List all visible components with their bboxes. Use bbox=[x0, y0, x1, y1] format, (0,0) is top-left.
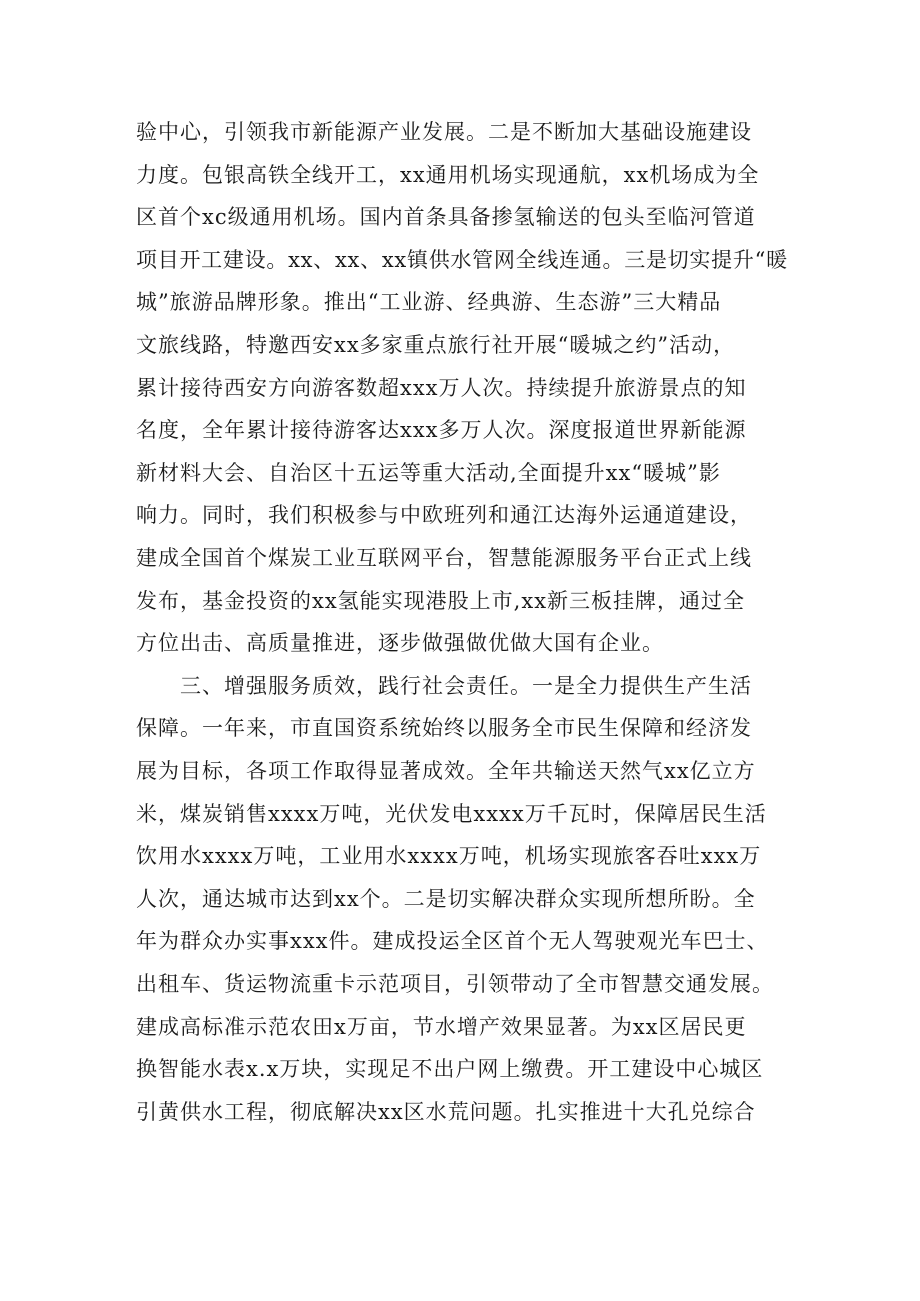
text-line: 展为目标，各项工作取得显著成效。全年共输送天然气xx亿立方 bbox=[136, 759, 756, 783]
text-line: 米，煤炭销售xxxx万吨，光伏发电xxxx万千瓦时，保障居民生活 bbox=[136, 802, 767, 826]
text-line: 项目开工建设。xx、xx、xx镇供水管网全线连通。三是切实提升“暖 bbox=[136, 248, 788, 272]
text-line: 年为群众办实事xxx件。建成投运全区首个无人驾驶观光车巴士、 bbox=[136, 929, 769, 953]
text-line: 三、增强服务质效，践行社会责任。一是全力提供生产生活 bbox=[136, 674, 752, 698]
text-line: 新材料大会、自治区十五运等重大活动,全面提升xx“暖城”影 bbox=[136, 461, 721, 485]
text-line: 发布，基金投资的xx氢能实现港股上市,xx新三板挂牌，通过全 bbox=[136, 589, 746, 613]
text-line: 城”旅游品牌形象。推出“工业游、经典游、生态游”三大精品 bbox=[136, 290, 722, 314]
text-line: 文旅线路，特邀西安xx多家重点旅行社开展“暖城之约”活动， bbox=[136, 333, 736, 357]
text-line: 保障。一年来，市直国资系统始终以服务全市民生保障和经济发 bbox=[136, 716, 752, 740]
text-line: 验中心，引领我市新能源产业发展。二是不断加大基础设施建设 bbox=[136, 120, 752, 144]
text-line: 累计接待西安方向游客数超xxx万人次。持续提升旅游景点的知 bbox=[136, 376, 747, 400]
text-line: 引黄供水工程，彻底解决xx区水荒问题。扎实推进十大孔兑综合 bbox=[136, 1100, 756, 1124]
text-line: 响力。同时，我们积极参与中欧班列和通江达海外运通道建设， bbox=[136, 503, 752, 527]
text-line: 区首个xc级通用机场。国内首条具备掺氢输送的包头至临河管道 bbox=[136, 205, 756, 229]
text-line: 名度，全年累计接待游客达xxx多万人次。深度报道世界新能源 bbox=[136, 418, 747, 442]
text-line: 人次，通达城市达到xx个。二是切实解决群众实现所想所盼。全 bbox=[136, 887, 756, 911]
text-line: 力度。包银高铁全线开工，xx通用机场实现通航，xx机场成为全 bbox=[136, 163, 760, 187]
text-line: 饮用水xxxx万吨，工业用水xxxx万吨，机场实现旅客吞吐xxx万 bbox=[136, 844, 762, 868]
text-line: 建成高标准示范农田x万亩，节水增产效果显著。为xx区居民更 bbox=[136, 1015, 747, 1039]
text-line: 建成全国首个煤炭工业互联网平台，智慧能源服务平台正式上线 bbox=[136, 546, 752, 570]
text-line: 出租车、货运物流重卡示范项目，引领带动了全市智慧交通发展。 bbox=[136, 972, 774, 996]
text-line: 换智能水表x.x万块，实现足不出户网上缴费。开工建设中心城区 bbox=[136, 1057, 764, 1081]
text-line: 方位出击、高质量推进，逐步做强做优做大国有企业。 bbox=[136, 631, 664, 655]
